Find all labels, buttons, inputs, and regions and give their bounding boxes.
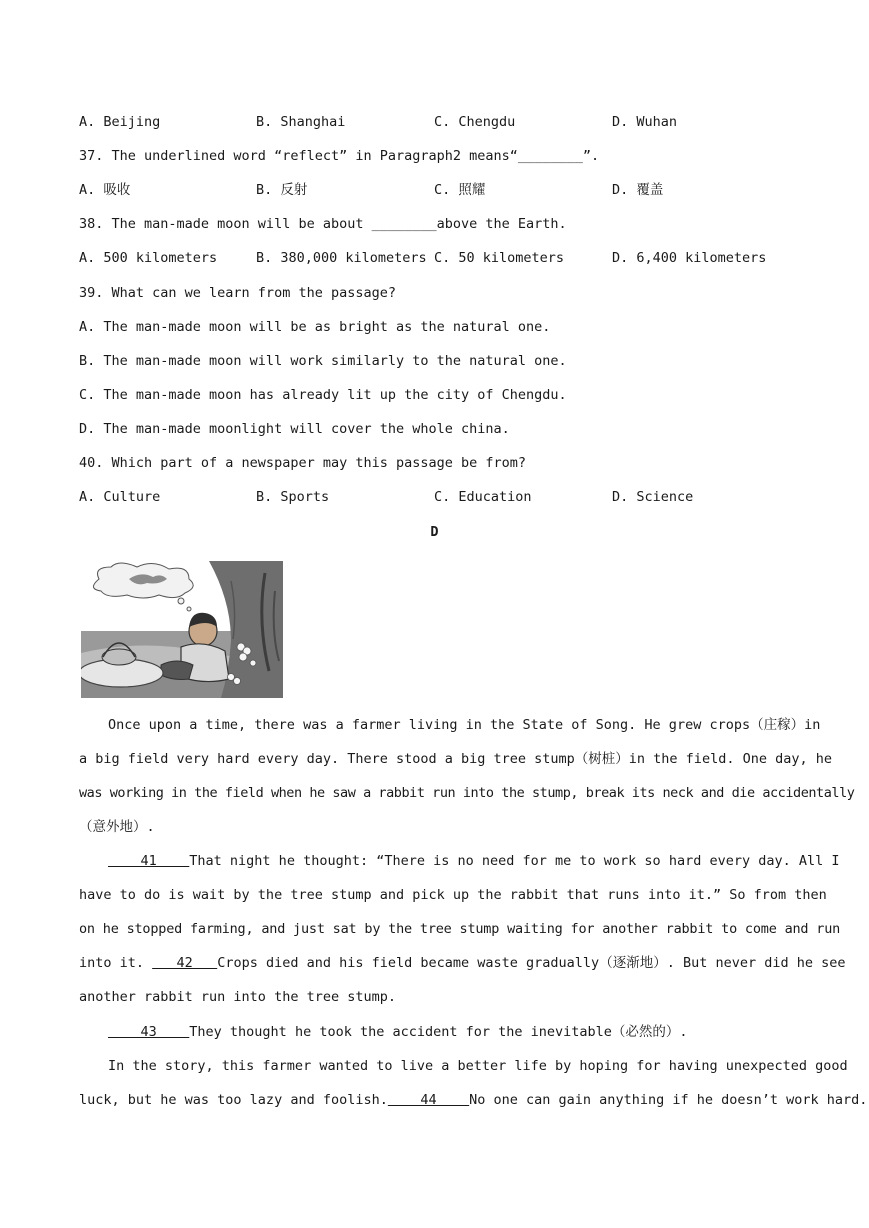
- paragraph-2-line-4-post: Crops died and his field became waste gradually（逐渐地）. But never did he see: [217, 955, 846, 971]
- paragraph-2-line-1-text: That night he thought: “There is no need for me to work so hard every day. All I: [189, 853, 840, 869]
- q39-option-a: A. The man-made moon will be as bright as the natural one.: [79, 319, 551, 335]
- q36-option-a: A. Beijing: [79, 114, 161, 130]
- paragraph-1-line-4: （意外地）.: [79, 819, 155, 835]
- farmer-illustration: [81, 561, 283, 698]
- q39-option-b: B. The man-made moon will work similarly to the natural one.: [79, 353, 567, 369]
- paragraph-4-line-2-pre: luck, but he was too lazy and foolish.: [79, 1092, 388, 1108]
- q37-stem: 37. The underlined word “reflect” in Paragraph2 means“________”.: [79, 148, 600, 164]
- paragraph-4-line-2-post: No one can gain anything if he doesn’t work hard.: [469, 1092, 868, 1108]
- q40-option-c: C. Education: [434, 489, 532, 505]
- q40-option-d: D. Science: [612, 489, 694, 505]
- paragraph-1-line-3: was working in the field when he saw a rabbit run into the stump, break its neck and die accidentally: [79, 785, 855, 801]
- paragraph-1-line-1: Once upon a time, there was a farmer living in the State of Song. He grew crops（庄稼）in: [108, 717, 821, 733]
- passage-paragraph-3: [79, 1015, 790, 1049]
- blank-41[interactable]: 41: [108, 853, 190, 869]
- q40-option-b: B. Sports: [256, 489, 330, 505]
- q39-option-c: C. The man-made moon has already lit up the city of Chengdu.: [79, 387, 567, 403]
- q38-stem: 38. The man-made moon will be about ________above the Earth.: [79, 216, 567, 232]
- q40-option-a: A. Culture: [79, 489, 161, 505]
- q40-stem: 40. Which part of a newspaper may this passage be from?: [79, 455, 527, 471]
- q37-option-b: B. 反射: [256, 182, 308, 198]
- q37-option-a: A. 吸收: [79, 182, 131, 198]
- q37-option-c: C. 照耀: [434, 182, 486, 198]
- paragraph-2-line-3: on he stopped farming, and just sat by the tree stump waiting for another rabbit to come and run: [79, 921, 841, 937]
- paragraph-2-line-4-pre: into it.: [79, 955, 153, 971]
- blank-42[interactable]: 42: [152, 955, 218, 971]
- q36-option-c: C. Chengdu: [434, 114, 516, 130]
- q39-stem: 39. What can we learn from the passage?: [79, 285, 396, 301]
- paragraph-3-text: They thought he took the accident for the inevitable（必然的）.: [189, 1024, 688, 1040]
- q38-option-b: B. 380,000 kilometers: [256, 250, 427, 266]
- blank-43[interactable]: 43: [108, 1024, 190, 1040]
- q38-option-c: C. 50 kilometers: [434, 250, 565, 266]
- q38-option-a: A. 500 kilometers: [79, 250, 218, 266]
- q36-option-d: D. Wuhan: [612, 114, 678, 130]
- paragraph-2-line-2: have to do is wait by the tree stump and pick up the rabbit that runs into it.” So from then: [79, 887, 827, 903]
- paragraph-4-line-2: [79, 1083, 868, 1117]
- q36-option-b: B. Shanghai: [256, 114, 346, 130]
- section-heading: D: [430, 524, 439, 540]
- paragraph-2-line-5: another rabbit run into the tree stump.: [79, 989, 396, 1005]
- passage-paragraph-4: [79, 1049, 868, 1117]
- q38-option-d: D. 6,400 kilometers: [612, 250, 767, 266]
- paragraph-4-line-1: In the story, this farmer wanted to live a better life by hoping for having unexpected good: [108, 1058, 848, 1074]
- paragraph-2-line-1: [79, 844, 840, 878]
- paragraph-3-line-1: [79, 1015, 790, 1049]
- passage-paragraph-1: [79, 708, 855, 844]
- q39-option-d: D. The man-made moonlight will cover the whole china.: [79, 421, 510, 437]
- blank-44[interactable]: 44: [387, 1092, 470, 1108]
- passage-paragraph-2: [79, 844, 846, 1014]
- q37-option-d: D. 覆盖: [612, 182, 664, 198]
- paragraph-2-line-4: [79, 946, 846, 980]
- paragraph-1-line-2: a big field very hard every day. There stood a big tree stump（树桩）in the field. One day, he: [79, 751, 832, 767]
